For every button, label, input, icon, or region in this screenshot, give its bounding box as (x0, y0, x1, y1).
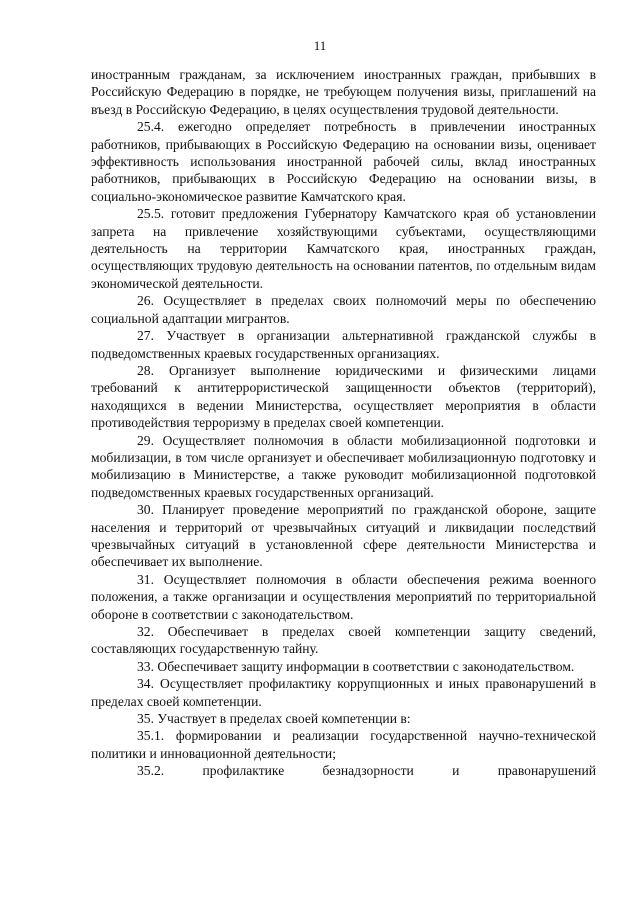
paragraph-32: 32. Обеспечивает в пределах своей компетенции защиту сведений, составляющих государственную тайну. (91, 624, 596, 657)
paragraph-25-4: 25.4. ежегодно определяет потребность в привлечении иностранных работников, прибывающих в Российскую Федерацию на основании визы, оценивает эффективность использования иностранной рабочей силы, вклад иностранных работников, прибывающих в Российскую Федерацию на основании визы, в социально-экономическое развитие Камчатского края. (91, 119, 596, 204)
paragraph-27: 27. Участвует в организации альтернативной гражданской службы в подведомственных краевых государственных организациях. (91, 328, 596, 361)
paragraph-25-5: 25.5. готовит предложения Губернатору Камчатского края об установлении запрета на привлечение хозяйствующими субъектами, осуществляющими деятельность на территории Камчатского края, иностранных граждан, осуществляющих трудовую деятельность на основании патентов, по отдельным видам экономической деятельности. (91, 206, 596, 291)
paragraph-35-2: 35.2. профилактике безнадзорности и правонарушений (137, 763, 596, 779)
paragraph-30: 30. Планирует проведение мероприятий по гражданской обороне, защите населения и территорий от чрезвычайных ситуаций и ликвидации последствий чрезвычайных ситуаций в установленной сфере деятельности Министерства и обеспечивает их выполнение. (91, 502, 596, 570)
document-body (91, 66, 596, 780)
paragraph-28: 28. Организует выполнение юридическими и физическими лицами требований к антитеррористической защищенности объектов (территорий), находящихся в ведении Министерства, осуществляет мероприятия в области противодействия терроризму в пределах своей компетенции. (91, 362, 596, 431)
paragraph-35: 35. Участвует в пределах своей компетенции в: (137, 711, 411, 727)
page-number: 11 (313, 38, 327, 53)
paragraph-foreign-citizens-cont: иностранным гражданам, за исключением иностранных граждан, прибывших в Российскую Федерацию в порядке, не требующем получения визы, приглашений на въезд в Российскую Федерацию, в целях осуществления трудовой деятельности. (91, 67, 596, 117)
paragraph-35-1: 35.1. формировании и реализации государственной научно-технической политики и инновационной деятельности; (91, 728, 596, 761)
paragraph-33: 33. Обеспечивает защиту информации в соответствии с законодательством. (137, 658, 575, 674)
paragraph-34: 34. Осуществляет профилактику коррупционных и иных правонарушений в пределах своей компетенции. (91, 676, 596, 709)
paragraph-31: 31. Осуществляет полномочия в области обеспечения режима военного положения, а также организации и осуществления мероприятий по территориальной обороне в соответствии с законодательством. (91, 571, 596, 622)
paragraph-29: 29. Осуществляет полномочия в области мобилизационной подготовки и мобилизации, в том числе организует и обеспечивает мобилизационную подготовку и мобилизацию в Министерстве, а также руководит мобилизационной подготовкой подведомственных краевых государственных организаций. (91, 432, 596, 500)
paragraph-26: 26. Осуществляет в пределах своих полномочий меры по обеспечению социальной адаптации мигрантов. (91, 293, 596, 326)
